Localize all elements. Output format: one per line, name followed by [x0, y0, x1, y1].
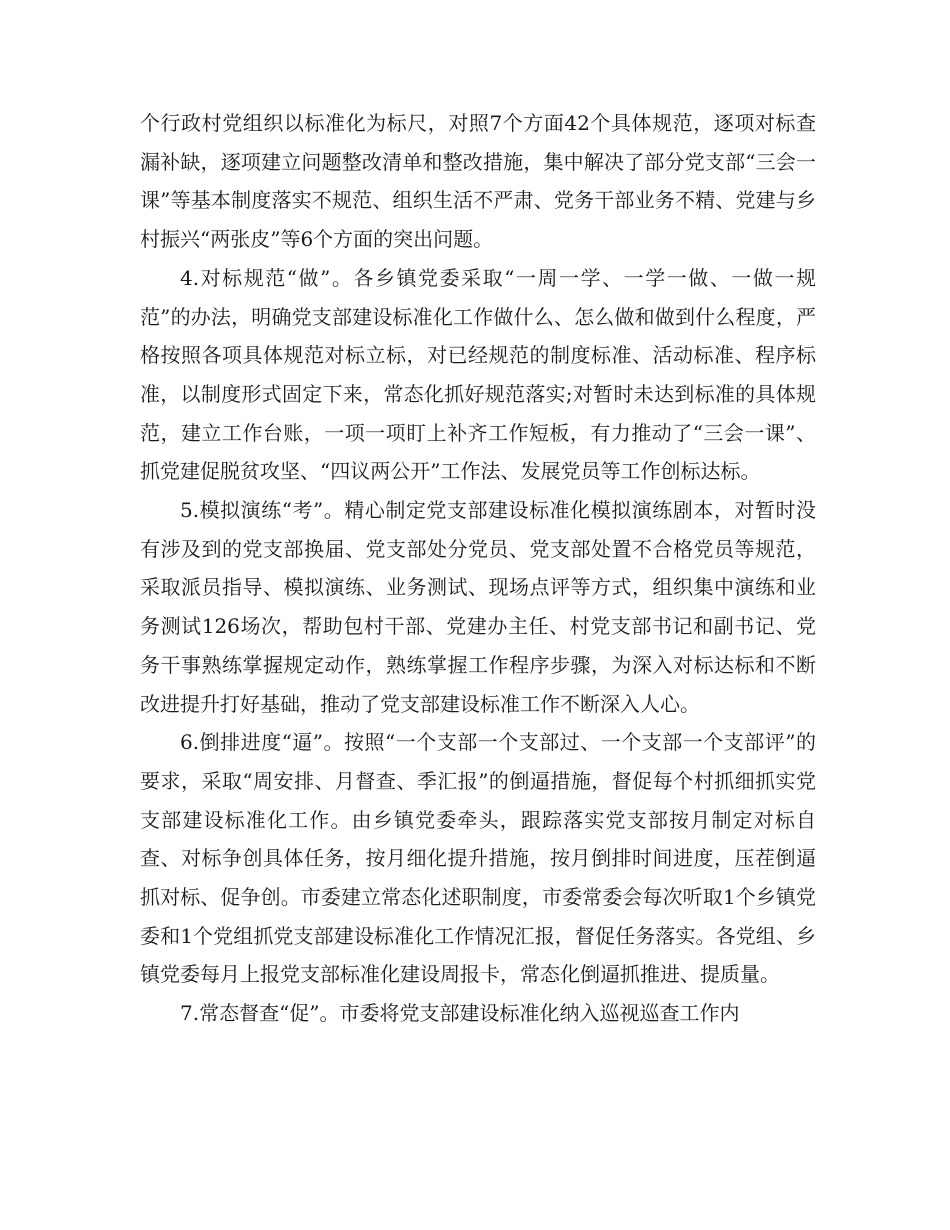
paragraph-item-5: 5.模拟演练“考”。精心制定党支部建设标准化模拟演练剧本，对暂时没有涉及到的党支部换届、党支部处分党员、党支部处置不合格党员等规范，采取派员指导、模拟演练、业务测试、现场点评等方式，组织集中演练和业务测试126场次，帮助包村干部、党建办主任、村党支部书记和副书记、党务干事熟练掌握规定动作，熟练掌握工作程序步骤，为深入对标达标和不断改进提升打好基础，推动了党支部建设标准工作不断深入人心。	[140, 498, 816, 716]
paragraph-item-7: 7.常态督查“促”。市委将党支部建设标准化纳入巡视巡查工作内	[180, 1001, 740, 1026]
paragraph-continuation: 个行政村党组织以标准化为标尺，对照7个方面42个具体规范，逐项对标查漏补缺，逐项建立问题整改清单和整改措施，集中解决了部分党支部“三会一课”等基本制度落实不规范、组织生活不严肃、党务干部业务不精、党建与乡村振兴“两张皮”等6个方面的突出问题。	[140, 111, 816, 252]
paragraph-item-4: 4.对标规范“做”。各乡镇党委采取“一周一学、一学一做、一做一规范”的办法，明确党支部建设标准化工作做什么、怎么做和做到什么程度，严格按照各项具体规范对标立标，对已经规范的制度标准、活动标准、程序标准，以制度形式固定下来，常态化抓好规范落实;对暂时未达到标准的具体规范，建立工作台账，一项一项盯上补齐工作短板，有力推动了“三会一课”、抓党建促脱贫攻坚、“四议两公开”工作法、发展党员等工作创标达标。	[140, 265, 816, 484]
paragraph-item-6: 6.倒排进度“逼”。按照“一个支部一个支部过、一个支部一个支部评”的要求，采取“周安排、月督查、季汇报”的倒逼措施，督促每个村抓细抓实党支部建设标准化工作。由乡镇党委牵头，跟踪落实党支部按月制定对标自查、对标争创具体任务，按月细化提升措施，按月倒排时间进度，压茬倒逼抓对标、促争创。市委建立常态化述职制度，市委常委会每次听取1个乡镇党委和1个党组抓党支部建设标准化工作情况汇报，督促任务落实。各党组、乡镇党委每月上报党支部标准化建设周报卡，常态化倒逼抓推进、提质量。	[140, 730, 816, 987]
document-body	[140, 104, 816, 1033]
